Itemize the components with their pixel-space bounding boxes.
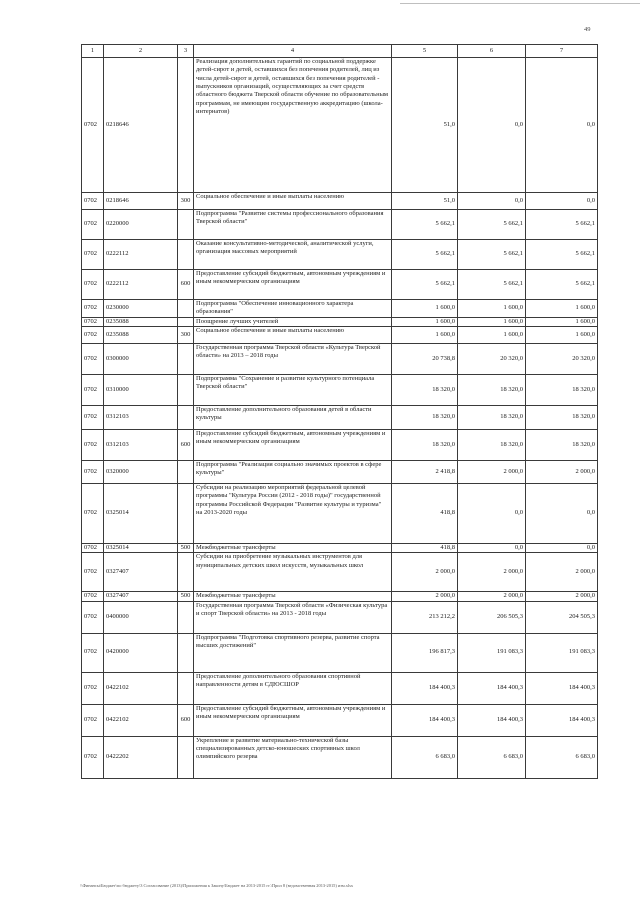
amount-2013: 2 000,0 xyxy=(392,553,458,592)
amount-2014: 6 683,0 xyxy=(458,736,526,778)
section-code: 0702 xyxy=(82,58,104,193)
table-row xyxy=(82,553,598,592)
expense-type-code xyxy=(178,240,194,270)
section-code: 0702 xyxy=(82,270,104,300)
amount-2014: 2 000,0 xyxy=(458,460,526,483)
amount-2015: 5 662,1 xyxy=(526,210,598,240)
amount-2013: 5 662,1 xyxy=(392,270,458,300)
column-header: 7 xyxy=(526,45,598,58)
table-row xyxy=(82,270,598,300)
expense-type-code xyxy=(178,553,194,592)
table-row xyxy=(82,633,598,672)
target-article-code: 0422102 xyxy=(104,704,178,736)
amount-2013: 18 320,0 xyxy=(392,429,458,460)
section-code: 0702 xyxy=(82,704,104,736)
section-code: 0702 xyxy=(82,240,104,270)
expense-type-code: 600 xyxy=(178,270,194,300)
amount-2015: 2 000,0 xyxy=(526,592,598,601)
target-article-code: 0420000 xyxy=(104,633,178,672)
section-code: 0702 xyxy=(82,543,104,552)
amount-2013: 213 212,2 xyxy=(392,601,458,633)
amount-2014: 0,0 xyxy=(458,58,526,193)
item-name: Подпрограмма "Развитие системы профессионального образования Тверской области" xyxy=(194,210,392,240)
amount-2013: 51,0 xyxy=(392,193,458,210)
column-number-row xyxy=(82,45,598,58)
item-name: Реализация дополнительных гарантий по социальной поддержке детей-сирот и детей, оставшихся без попечения родителей, лиц из числа детей-сирот и детей, оставшихся без попечения родителей - выпускников организаций, осуществляющих за счет средств областного бюджета Тверской области обучение по образовательным программам, не имеющим государственную аккредитацию (школа-интернатов) xyxy=(194,58,392,193)
amount-2014: 1 600,0 xyxy=(458,300,526,318)
table-row xyxy=(82,210,598,240)
amount-2014: 18 320,0 xyxy=(458,405,526,429)
amount-2014: 20 320,0 xyxy=(458,343,526,374)
expense-type-code xyxy=(178,405,194,429)
amount-2013: 418,8 xyxy=(392,543,458,552)
target-article-code: 0220000 xyxy=(104,210,178,240)
amount-2013: 6 683,0 xyxy=(392,736,458,778)
amount-2015: 0,0 xyxy=(526,193,598,210)
expense-type-code xyxy=(178,633,194,672)
item-name: Предоставление субсидий бюджетным, автономным учреждениям и иным некоммерческим организациям xyxy=(194,429,392,460)
amount-2014: 18 320,0 xyxy=(458,429,526,460)
expense-type-code: 500 xyxy=(178,592,194,601)
section-code: 0702 xyxy=(82,210,104,240)
amount-2015: 1 600,0 xyxy=(526,326,598,343)
target-article-code: 0235088 xyxy=(104,317,178,326)
table-row xyxy=(82,736,598,778)
target-article-code: 0327407 xyxy=(104,553,178,592)
item-name: Предоставление дополнительного образования детей в области культуры xyxy=(194,405,392,429)
section-code: 0702 xyxy=(82,405,104,429)
amount-2013: 5 662,1 xyxy=(392,240,458,270)
section-code: 0702 xyxy=(82,553,104,592)
table-row xyxy=(82,58,598,193)
expense-type-code xyxy=(178,317,194,326)
amount-2014: 2 000,0 xyxy=(458,592,526,601)
target-article-code: 0222112 xyxy=(104,270,178,300)
amount-2013: 51,0 xyxy=(392,58,458,193)
target-article-code: 0300000 xyxy=(104,343,178,374)
item-name: Предоставление субсидий бюджетным, автономным учреждениям и иным некоммерческим организациям xyxy=(194,704,392,736)
item-name: Укрепление и развитие материально-технической базы специализированных детско-юношеских спортивных школ олимпийского резерва xyxy=(194,736,392,778)
target-article-code: 0400000 xyxy=(104,601,178,633)
expense-type-code xyxy=(178,210,194,240)
target-article-code: 0310000 xyxy=(104,374,178,405)
expense-type-code xyxy=(178,736,194,778)
amount-2014: 0,0 xyxy=(458,543,526,552)
amount-2014: 1 600,0 xyxy=(458,317,526,326)
amount-2013: 18 320,0 xyxy=(392,405,458,429)
table-row xyxy=(82,672,598,704)
amount-2014: 5 662,1 xyxy=(458,270,526,300)
table-row xyxy=(82,240,598,270)
amount-2014: 206 505,3 xyxy=(458,601,526,633)
expense-type-code: 600 xyxy=(178,704,194,736)
target-article-code: 0320000 xyxy=(104,460,178,483)
expense-type-code: 300 xyxy=(178,193,194,210)
amount-2013: 2 000,0 xyxy=(392,592,458,601)
amount-2014: 0,0 xyxy=(458,483,526,543)
section-code: 0702 xyxy=(82,672,104,704)
item-name: Поощрение лучших учителей xyxy=(194,317,392,326)
page-number: 49 xyxy=(584,26,591,33)
table-row xyxy=(82,343,598,374)
amount-2014: 191 083,3 xyxy=(458,633,526,672)
expense-type-code xyxy=(178,483,194,543)
section-code: 0702 xyxy=(82,460,104,483)
table-row xyxy=(82,601,598,633)
section-code: 0702 xyxy=(82,736,104,778)
expense-type-code xyxy=(178,300,194,318)
item-name: Подпрограмма "Обеспечение инновационного характера образования" xyxy=(194,300,392,318)
target-article-code: 0312103 xyxy=(104,429,178,460)
expense-type-code xyxy=(178,672,194,704)
column-header: 6 xyxy=(458,45,526,58)
amount-2015: 0,0 xyxy=(526,483,598,543)
amount-2014: 1 600,0 xyxy=(458,326,526,343)
amount-2015: 18 320,0 xyxy=(526,429,598,460)
section-code: 0702 xyxy=(82,374,104,405)
item-name: Межбюджетные трансферты xyxy=(194,543,392,552)
budget-table xyxy=(81,44,598,779)
amount-2015: 184 400,3 xyxy=(526,704,598,736)
section-code: 0702 xyxy=(82,633,104,672)
amount-2014: 0,0 xyxy=(458,193,526,210)
table-row xyxy=(82,429,598,460)
amount-2013: 5 662,1 xyxy=(392,210,458,240)
table-row xyxy=(82,374,598,405)
item-name: Субсидии на приобретение музыкальных инструментов для муниципальных детских школ искусств, музыкальных школ xyxy=(194,553,392,592)
target-article-code: 0218646 xyxy=(104,193,178,210)
amount-2014: 18 320,0 xyxy=(458,374,526,405)
target-article-code: 0325014 xyxy=(104,543,178,552)
section-code: 0702 xyxy=(82,317,104,326)
amount-2014: 184 400,3 xyxy=(458,704,526,736)
amount-2013: 1 600,0 xyxy=(392,326,458,343)
amount-2015: 2 000,0 xyxy=(526,553,598,592)
top-rule xyxy=(400,3,640,4)
amount-2013: 418,8 xyxy=(392,483,458,543)
section-code: 0702 xyxy=(82,343,104,374)
table-row xyxy=(82,300,598,318)
expense-type-code xyxy=(178,343,194,374)
item-name: Государственная программа Тверской области «Культура Тверской области» на 2013 – 2018 годы xyxy=(194,343,392,374)
amount-2014: 2 000,0 xyxy=(458,553,526,592)
amount-2013: 1 600,0 xyxy=(392,317,458,326)
item-name: Подпрограмма "Подготовка спортивного резерва, развитие спорта высших достижений" xyxy=(194,633,392,672)
target-article-code: 0235088 xyxy=(104,326,178,343)
amount-2013: 1 600,0 xyxy=(392,300,458,318)
item-name: Социальное обеспечение и иные выплаты населению xyxy=(194,193,392,210)
target-article-code: 0218646 xyxy=(104,58,178,193)
column-header: 1 xyxy=(82,45,104,58)
column-header: 3 xyxy=(178,45,194,58)
section-code: 0702 xyxy=(82,300,104,318)
table-row xyxy=(82,592,598,601)
table-body xyxy=(82,58,598,779)
amount-2015: 191 083,3 xyxy=(526,633,598,672)
target-article-code: 0422102 xyxy=(104,672,178,704)
column-header: 5 xyxy=(392,45,458,58)
target-article-code: 0325014 xyxy=(104,483,178,543)
item-name: Межбюджетные трансферты xyxy=(194,592,392,601)
expense-type-code xyxy=(178,374,194,405)
expense-type-code: 300 xyxy=(178,326,194,343)
section-code: 0702 xyxy=(82,429,104,460)
item-name: Подпрограмма "Сохранение и развитие культурного потенциала Тверской области" xyxy=(194,374,392,405)
target-article-code: 0312103 xyxy=(104,405,178,429)
section-code: 0702 xyxy=(82,193,104,210)
target-article-code: 0422202 xyxy=(104,736,178,778)
table-row xyxy=(82,704,598,736)
item-name: Предоставление субсидий бюджетным, автономным учреждениям и иным некоммерческим организациям xyxy=(194,270,392,300)
table-row xyxy=(82,405,598,429)
expense-type-code: 500 xyxy=(178,543,194,552)
table-row xyxy=(82,193,598,210)
amount-2015: 1 600,0 xyxy=(526,317,598,326)
item-name: Подпрограмма "Реализация социально значимых проектов в сфере культуры" xyxy=(194,460,392,483)
amount-2013: 184 400,3 xyxy=(392,672,458,704)
section-code: 0702 xyxy=(82,483,104,543)
footer-file-path: \\Финансы\Бюджет\по бюджету\3 Согласование (2013)\Приложения к Закону\Бюджет на 2013-2015 гг.\Прил 8 (ведомственная 2013-2015) изм.xlsx xyxy=(80,883,354,888)
section-code: 0702 xyxy=(82,326,104,343)
item-name: Оказание консультативно-методической, аналитической услуги, организация массовых мероприятий xyxy=(194,240,392,270)
amount-2015: 1 600,0 xyxy=(526,300,598,318)
section-code: 0702 xyxy=(82,592,104,601)
amount-2015: 0,0 xyxy=(526,58,598,193)
section-code: 0702 xyxy=(82,601,104,633)
amount-2015: 20 320,0 xyxy=(526,343,598,374)
item-name: Субсидии на реализацию мероприятий федеральной целевой программы "Культура России (2012 - 2018 годы)" государственной программы Российской Федерации "Развитие культуры и туризма" на 2013-2020 годы xyxy=(194,483,392,543)
amount-2015: 5 662,1 xyxy=(526,240,598,270)
amount-2015: 18 320,0 xyxy=(526,405,598,429)
target-article-code: 0327407 xyxy=(104,592,178,601)
item-name: Государственная программа Тверской области «Физическая культура и спорт Тверской области» на 2013 - 2018 годы xyxy=(194,601,392,633)
amount-2015: 2 000,0 xyxy=(526,460,598,483)
table-row xyxy=(82,326,598,343)
amount-2014: 184 400,3 xyxy=(458,672,526,704)
expense-type-code xyxy=(178,601,194,633)
amount-2015: 184 400,3 xyxy=(526,672,598,704)
table-row xyxy=(82,317,598,326)
amount-2015: 5 662,1 xyxy=(526,270,598,300)
amount-2015: 6 683,0 xyxy=(526,736,598,778)
amount-2014: 5 662,1 xyxy=(458,210,526,240)
target-article-code: 0230000 xyxy=(104,300,178,318)
amount-2013: 20 738,8 xyxy=(392,343,458,374)
amount-2015: 0,0 xyxy=(526,543,598,552)
expense-type-code: 600 xyxy=(178,429,194,460)
amount-2014: 5 662,1 xyxy=(458,240,526,270)
column-header: 4 xyxy=(194,45,392,58)
table-row xyxy=(82,460,598,483)
item-name: Предоставление дополнительного образования спортивной направленности детям в СДЮСШОР xyxy=(194,672,392,704)
expense-type-code xyxy=(178,460,194,483)
table-row xyxy=(82,483,598,543)
expense-type-code xyxy=(178,58,194,193)
amount-2013: 196 817,3 xyxy=(392,633,458,672)
amount-2013: 184 400,3 xyxy=(392,704,458,736)
amount-2015: 204 505,3 xyxy=(526,601,598,633)
amount-2015: 18 320,0 xyxy=(526,374,598,405)
amount-2013: 18 320,0 xyxy=(392,374,458,405)
table-row xyxy=(82,543,598,552)
amount-2013: 2 418,8 xyxy=(392,460,458,483)
item-name: Социальное обеспечение и иные выплаты населению xyxy=(194,326,392,343)
column-header: 2 xyxy=(104,45,178,58)
target-article-code: 0222112 xyxy=(104,240,178,270)
